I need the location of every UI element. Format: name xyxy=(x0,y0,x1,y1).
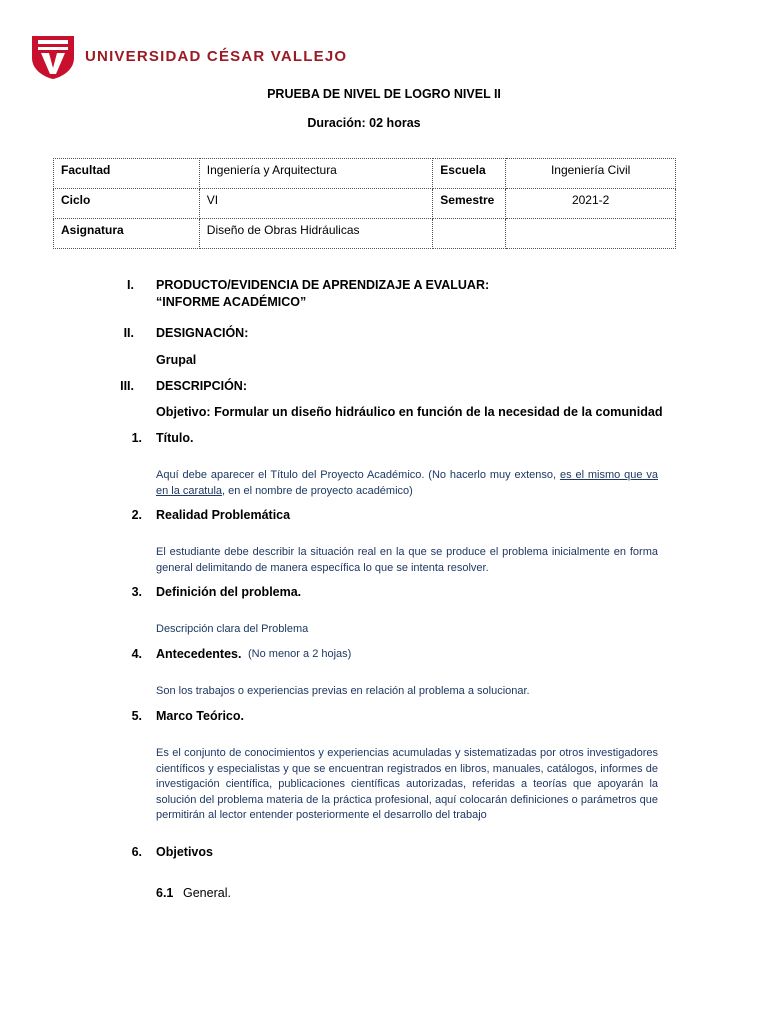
item-title: Antecedentes. xyxy=(156,647,242,661)
item-title: Definición del problema. xyxy=(156,585,302,599)
item-description: Es el conjunto de conocimientos y experiencias acumuladas y sistematizadas por otros investigadores científicos y especialistas y que se encuentran registrados en libros, manuales, catálogos, informes de investigación científica, publicaciones científicas autorizadas, referidas a teorías que apoyarán la solución del problema materia de la práctica profesional, aquí colocarán definiciones o parámetros que permitirán al lector entender posteriormente el desarrollo del trabajo xyxy=(156,747,658,821)
table-cell-label: Facultad xyxy=(54,159,200,189)
item-number: 3. xyxy=(131,585,142,599)
item-note: (No menor a 2 hojas) xyxy=(248,648,352,660)
item-number: 4. xyxy=(131,647,142,661)
item-number: 2. xyxy=(131,508,142,522)
table-cell-label: Escuela xyxy=(433,159,506,189)
item-title: Realidad Problemática xyxy=(156,508,291,522)
section-number: II. xyxy=(123,326,134,340)
table-cell-value: Ingeniería Civil xyxy=(506,159,676,189)
item-number: 5. xyxy=(131,709,142,723)
subitem-title: General. xyxy=(183,886,231,900)
section-title: PRODUCTO/EVIDENCIA DE APRENDIZAJE A EVALUAR: xyxy=(156,278,490,292)
table-cell-value: Ingeniería y Arquitectura xyxy=(199,159,433,189)
designation-value: Grupal xyxy=(156,353,197,367)
item-description-text: Aquí debe aparecer el Título del Proyecto Académico. (No hacerlo muy extenso, xyxy=(156,469,560,481)
table-cell-empty xyxy=(506,219,676,249)
table-cell-empty xyxy=(433,219,506,249)
item-description-link[interactable]: es el mismo que va en la caratula xyxy=(156,469,658,497)
table-row xyxy=(54,159,676,189)
logo-text: UNIVERSIDAD CÉSAR VALLEJO xyxy=(85,47,348,65)
item-title: Marco Teórico. xyxy=(156,709,244,723)
section-number: III. xyxy=(120,379,134,393)
item-description: Son los trabajos o experiencias previas en relación al problema a solucionar. xyxy=(156,685,530,697)
section-number: I. xyxy=(127,278,134,292)
exam-title: PRUEBA DE NIVEL DE LOGRO NIVEL II xyxy=(267,87,501,101)
table-row xyxy=(54,189,676,219)
item-description xyxy=(156,468,658,499)
table-cell-value: VI xyxy=(199,189,433,219)
section-title: DESCRIPCIÓN: xyxy=(156,379,247,393)
item-number: 1. xyxy=(131,431,142,445)
item-description-text: , en el nombre de proyecto académico) xyxy=(222,484,413,497)
section-title: DESIGNACIÓN: xyxy=(156,326,249,340)
table-cell-label: Ciclo xyxy=(54,189,200,219)
item-title: Objetivos xyxy=(156,845,213,859)
item-description: Descripción clara del Problema xyxy=(156,623,309,635)
course-info-table xyxy=(53,158,676,249)
item-number: 6. xyxy=(131,845,142,859)
item-description: El estudiante debe describir la situación real en la que se produce el problema inicialmente en forma general delimitando de manera específica lo que se intenta resolver. xyxy=(156,546,658,574)
university-logo xyxy=(30,32,347,80)
table-cell-label: Semestre xyxy=(433,189,506,219)
item-title: Título. xyxy=(156,431,194,445)
section-subtitle: “INFORME ACADÉMICO” xyxy=(156,295,307,309)
table-row xyxy=(54,219,676,249)
ucv-shield-icon xyxy=(30,32,76,80)
objective-text: Objetivo: Formular un diseño hidráulico en función de la necesidad de la comunidad xyxy=(156,405,663,419)
table-cell-value: Diseño de Obras Hidráulicas xyxy=(199,219,433,249)
table-cell-value: 2021-2 xyxy=(506,189,676,219)
subitem-number: 6.1 xyxy=(156,886,174,900)
table-cell-label: Asignatura xyxy=(54,219,200,249)
exam-duration: Duración: 02 horas xyxy=(307,116,421,130)
